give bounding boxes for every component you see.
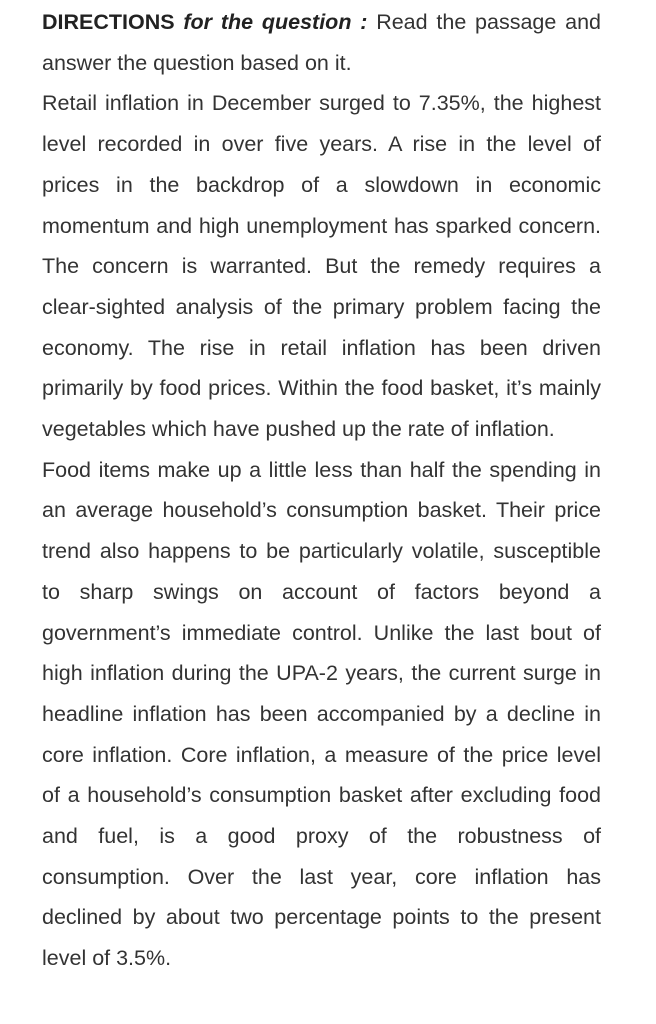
passage-paragraph-1: Retail inflation in December surged to 7.35%, the highest level recorded in over five years. A rise in the level of prices in the backdrop of a slowdown in economic momentum and high unemployment has sparked concern. The concern is warranted. But the remedy requires a clear-sighted analysis of the primary problem facing the economy. The rise in retail inflation has been driven primarily by food prices. Within the food basket, it’s mainly vegetables which have pushed up the rate of inflation. [42,91,601,442]
directions-subtitle: for the question : [183,10,368,34]
directions-block [42,2,601,83]
directions-label: DIRECTIONS [42,10,175,34]
passage-paragraph-2: Food items make up a little less than half the spending in an average household’s consumption basket. Their price trend also happens to be particularly volatile, susceptible to sharp swings on account of factors beyond a government’s immediate control. Unlike the last bout of high inflation during the UPA-2 years, the current surge in headline inflation has been accompanied by a decline in core inflation. Core inflation, a measure of the price level of a household’s consumption basket after excluding food and fuel, is a good proxy of the robustness of consumption. Over the last year, core inflation has declined by about two percentage points to the present level of 3.5%. [42,457,601,971]
directions-text: Read the passage and answer the question based on it. [42,10,601,75]
